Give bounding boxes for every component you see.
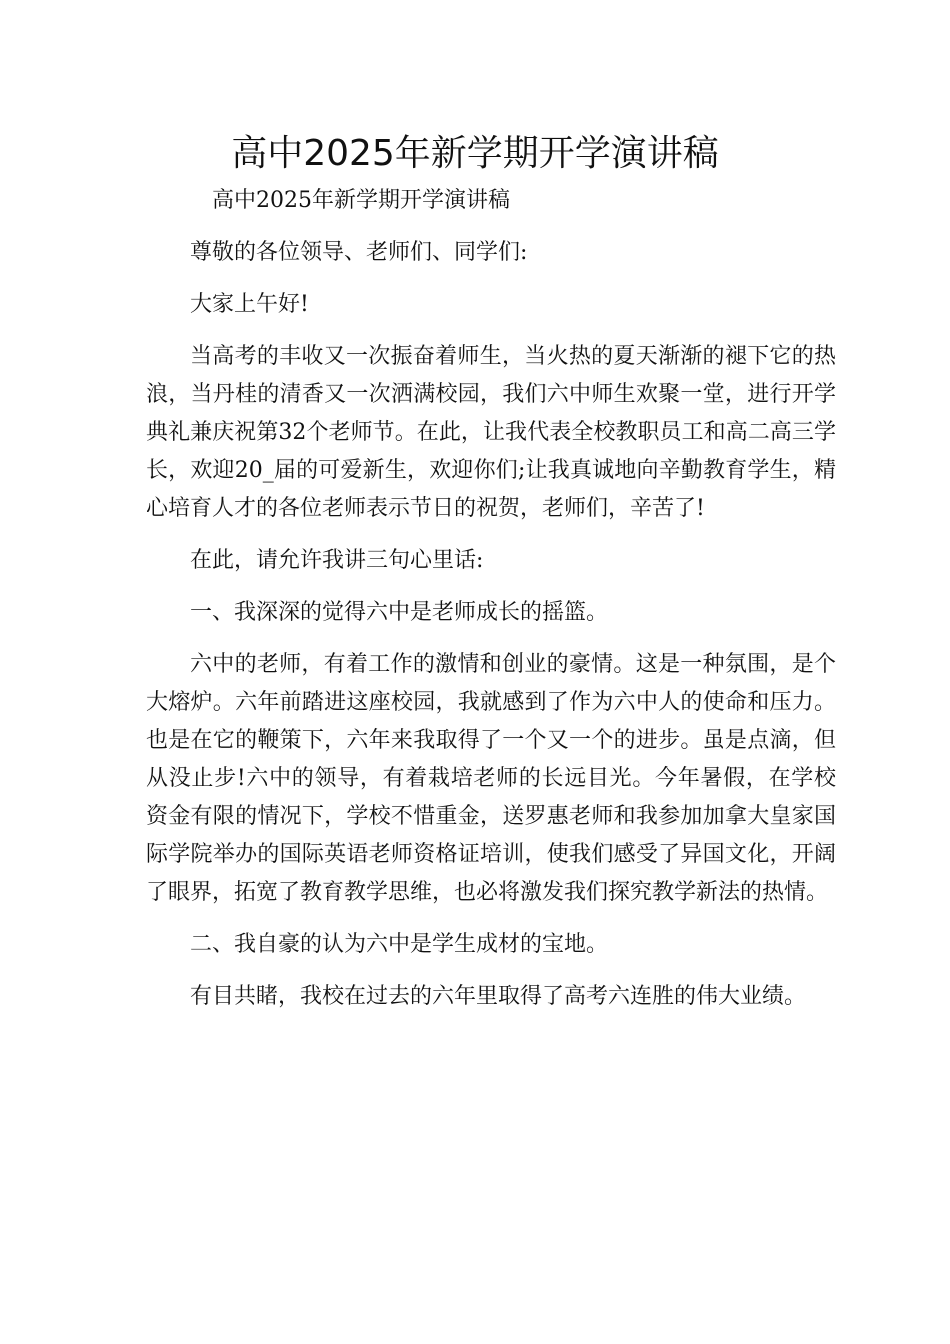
document-body — [146, 182, 836, 1030]
section-heading-1: 一、我深深的觉得六中是老师成长的摇篮。 — [190, 600, 609, 625]
subtitle-paragraph: 高中2025年新学期开学演讲稿 — [212, 188, 510, 213]
body-paragraph: 有目共睹，我校在过去的六年里取得了高考六连胜的伟大业绩。 — [190, 984, 807, 1009]
body-paragraph: 在此，请允许我讲三句心里话: — [190, 548, 484, 573]
salutation-paragraph: 尊敬的各位领导、老师们、同学们: — [190, 240, 528, 265]
document-title: 高中2025年新学期开学演讲稿 — [231, 133, 719, 174]
body-paragraph: 六中的老师，有着工作的激情和创业的豪情。这是一种氛围，是个大熔炉。六年前踏进这座校园，我就感到了作为六中人的使命和压力。也是在它的鞭策下，六年来我取得了一个又一个的进步。虽是点滴，但从没止步!六中的领导，有着栽培老师的长远目光。今年暑假，在学校资金有限的情况下，学校不惜重金，送罗惠老师和我参加加拿大皇家国际学院举办的国际英语老师资格证培训，使我们感受了异国文化，开阔了眼界，拓宽了教育教学思维，也必将激发我们探究教学新法的热情。 — [146, 652, 836, 905]
section-heading-2: 二、我自豪的认为六中是学生成材的宝地。 — [190, 932, 609, 957]
greeting-paragraph: 大家上午好! — [190, 292, 309, 317]
body-paragraph: 当高考的丰收又一次振奋着师生，当火热的夏天渐渐的褪下它的热浪，当丹桂的清香又一次洒满校园，我们六中师生欢聚一堂，进行开学典礼兼庆祝第32个老师节。在此，让我代表全校教职员工和高二高三学长，欢迎20_届的可爱新生，欢迎你们;让我真诚地向辛勤教育学生，精心培育人才的各位老师表示节日的祝贺，老师们，辛苦了! — [146, 344, 836, 521]
